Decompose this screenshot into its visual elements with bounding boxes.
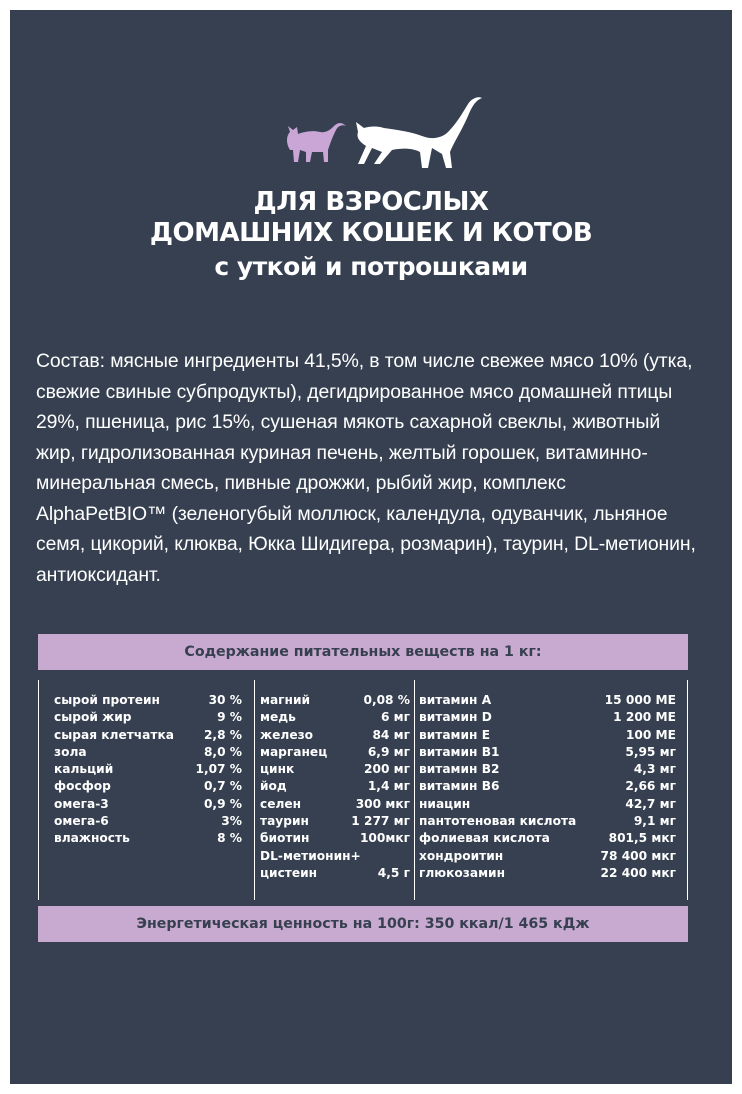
- nutrient-name: сырой протеин: [54, 693, 160, 707]
- nutrient-name: селен: [260, 796, 302, 811]
- nutrient-name: витамин А: [419, 693, 492, 707]
- nutrient-name: фолиевая кислота: [419, 831, 550, 846]
- nutrient-name: биотин: [260, 831, 310, 846]
- nutrient-value: 15 000 МЕ: [604, 693, 676, 707]
- nutrient-value: 5,95 мг: [625, 744, 676, 759]
- nutrient-row: [260, 709, 410, 726]
- nutrient-name: витамин В1: [419, 744, 500, 759]
- nutrient-value: 3%: [221, 814, 242, 829]
- nutrient-row: [260, 813, 410, 830]
- nutrient-row: [54, 709, 242, 726]
- nutrient-value: 42,7 мг: [625, 796, 676, 811]
- nutrient-name: таурин: [260, 814, 309, 829]
- nutrient-name: сырая клетчатка: [54, 727, 174, 742]
- heading-line-2: ДОМАШНИХ КОШЕК И КОТОВ: [149, 218, 593, 248]
- nutrient-row: [260, 865, 410, 882]
- nutrients-column-3: [419, 692, 676, 882]
- nutrient-row: [260, 778, 410, 795]
- nutrient-value: 1,07 %: [195, 762, 242, 777]
- nutrient-name: пантотеновая кислота: [419, 814, 577, 829]
- nutrient-name: витамин В2: [419, 762, 500, 777]
- nutrient-value: 2,66 мг: [625, 779, 676, 794]
- nutrient-name: омега-3: [54, 796, 109, 811]
- nutrient-name: фосфор: [54, 779, 111, 794]
- nutrient-value: 0,08 %: [363, 693, 410, 707]
- nutrient-value: 300 мкг: [355, 796, 410, 811]
- nutrient-value: 2,8 %: [203, 727, 242, 742]
- nutrient-name: DL-метионин+: [260, 848, 361, 863]
- nutrient-name: хондроитин: [419, 848, 504, 863]
- nutrient-row: [260, 848, 410, 865]
- nutrient-name: влажность: [54, 831, 130, 846]
- nutrient-value: 8 %: [217, 831, 242, 846]
- heading-line-1: ДЛЯ ВЗРОСЛЫХ: [253, 187, 489, 217]
- nutrient-value: 801,5 мкг: [608, 831, 676, 846]
- nutrient-row: [54, 813, 242, 830]
- nutrient-name: йод: [260, 779, 287, 794]
- nutrient-row: [54, 744, 242, 761]
- nutrient-row: [419, 796, 676, 813]
- nutrient-name: сырой жир: [54, 710, 132, 725]
- kitten-icon: [287, 123, 346, 162]
- nutrient-name: зола: [54, 744, 87, 759]
- nutrient-value: 1 200 МЕ: [613, 710, 676, 725]
- nutrient-row: [260, 761, 410, 778]
- nutrient-row: [419, 865, 676, 882]
- nutrient-name: магний: [260, 693, 311, 707]
- nutrient-row: [54, 761, 242, 778]
- nutrient-row: [260, 744, 410, 761]
- nutrient-value: 8,0 %: [203, 744, 242, 759]
- nutrient-value: 9 %: [217, 710, 242, 725]
- nutrients-title: Содержание питательных веществ на 1 кг:: [38, 634, 688, 670]
- heading-line-3: с уткой и потрошками: [214, 252, 528, 281]
- composition-text: Состав: мясные ингредиенты 41,5%, в том числе свежее мясо 10% (утка, свежие свиные субпродукты), дегидрированное мясо домашней птицы 29%, пшеница, рис 15%, сушеная мякоть сахарной свеклы, животный жир, гидролизованная куриная печень, желтый горошек, витаминно-минеральная смесь, пивные дрожжи, рыбий жир, комплекс AlphaPetBIO™ (зеленогубый моллюск, календула, одуванчик, льняное семя, цикорий, клюква, Юкка Шидигера, розмарин), таурин, DL-метионин, антиоксидант.: [36, 350, 696, 586]
- nutrient-name: витамин D: [419, 710, 492, 725]
- adult-cat-icon: [356, 97, 482, 168]
- nutrient-value: 6 мг: [380, 710, 410, 725]
- nutrient-value: 100мкг: [359, 831, 410, 846]
- nutrient-row: [419, 709, 676, 726]
- cats-icon: [272, 88, 492, 178]
- nutrient-row: [419, 813, 676, 830]
- nutrient-row: [54, 778, 242, 795]
- nutrient-row: [54, 830, 242, 847]
- nutrient-value: 200 мг: [363, 762, 410, 777]
- nutrient-name: кальций: [54, 762, 114, 777]
- column-divider-1: [254, 680, 255, 900]
- nutrient-name: витамин Е: [419, 727, 491, 742]
- nutrient-row: [419, 830, 676, 847]
- nutrient-row: [419, 727, 676, 744]
- nutrient-row: [260, 692, 410, 709]
- nutrients-column-2: [260, 692, 410, 882]
- nutrient-value: 0,9 %: [203, 796, 242, 811]
- nutrient-name: марганец: [260, 744, 328, 759]
- nutrient-name: цистеин: [260, 865, 318, 880]
- nutrient-row: [419, 692, 676, 709]
- nutrients-column-1: [54, 692, 242, 848]
- nutrient-name: ниацин: [419, 796, 471, 811]
- nutrient-name: глюкозамин: [419, 865, 506, 880]
- nutrient-row: [54, 692, 242, 709]
- nutrient-row: [260, 727, 410, 744]
- nutrient-value: 78 400 мкг: [600, 848, 676, 863]
- nutrient-value: 9,1 мг: [633, 814, 676, 829]
- nutrient-row: [260, 796, 410, 813]
- nutrient-row: [419, 848, 676, 865]
- nutrient-name: омега-6: [54, 814, 109, 829]
- nutrient-value: 30 %: [208, 693, 242, 707]
- nutrient-value: 84 мг: [372, 727, 410, 742]
- nutrient-row: [419, 778, 676, 795]
- column-divider-2: [414, 680, 415, 900]
- nutrient-row: [419, 744, 676, 761]
- nutrient-row: [260, 830, 410, 847]
- nutrient-value: 22 400 мкг: [600, 865, 676, 880]
- nutrient-row: [54, 727, 242, 744]
- nutrient-value: 100 МЕ: [625, 727, 676, 742]
- nutrient-value: 0,7 %: [203, 779, 242, 794]
- nutrient-row: [54, 796, 242, 813]
- nutrient-row: [419, 761, 676, 778]
- nutrient-name: железо: [260, 727, 314, 742]
- nutrient-value: 1 277 мг: [351, 814, 410, 829]
- nutrient-value: 4,5 г: [377, 865, 410, 880]
- energy-value: Энергетическая ценность на 100г: 350 ккал/1 465 кДж: [38, 906, 688, 942]
- nutrient-value: 4,3 мг: [633, 762, 676, 777]
- nutrient-name: цинк: [260, 762, 295, 777]
- nutrient-name: витамин В6: [419, 779, 500, 794]
- nutrient-value: 1,4 мг: [367, 779, 410, 794]
- nutrient-name: медь: [260, 710, 296, 725]
- nutrient-value: 6,9 мг: [367, 744, 410, 759]
